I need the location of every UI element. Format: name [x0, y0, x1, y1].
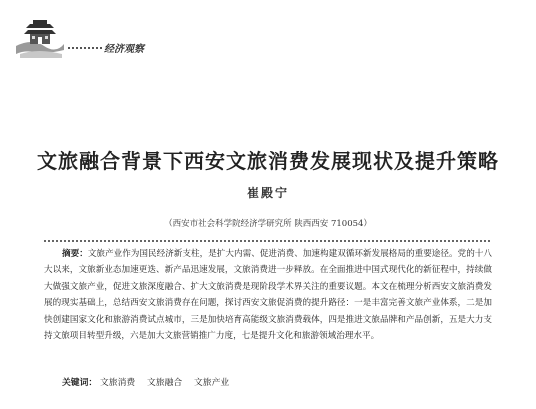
keywords: [62, 375, 238, 388]
author-affiliation: （西安市社会科学院经济学研究所 陕西西安 710054）: [164, 219, 372, 229]
column-label: 经济观察: [104, 44, 144, 55]
keyword: 文旅消费: [100, 378, 136, 388]
abstract: [44, 246, 492, 344]
header-dotted-leader: [68, 47, 102, 49]
city-gate-icon: [14, 16, 66, 60]
abstract-label: 摘要：: [62, 249, 88, 259]
abstract-text: 文旅产业作为国民经济新支柱，是扩大内需、促进消费、加速构建双循环新发展格局的重要途径。党的十八大以来，文旅新业态加速更迭、新产品迅速发展，文旅消费进一步释放。在全面推进中国式现代化的新征程中，持续做大做强文旅产业，促进文旅深度融合、扩大文旅消费是现阶段学术界关注的重要议题。本文在梳理分析西安文旅消费发展的现实基础上，总结西安文旅消费存在问题，探讨西安文旅促消费的提升路径：一是丰富完善文旅产业体系，二是加快创建国家文化和旅游消费试点城市，三是加快培育高能级文旅消费载体，四是推进文旅品牌和产品创新，五是大力支持文旅项目转型升级，六是加大文旅营销推广力度，七是提升文化和旅游领域治理水平。: [44, 249, 492, 342]
article-title: 文旅融合背景下西安文旅消费发展现状及提升策略: [37, 149, 499, 173]
keywords-label: 关键词：: [62, 378, 98, 388]
keyword: 文旅融合: [147, 378, 183, 388]
keyword: 文旅产业: [194, 378, 230, 388]
author-name: 崔殿宁: [246, 186, 289, 200]
